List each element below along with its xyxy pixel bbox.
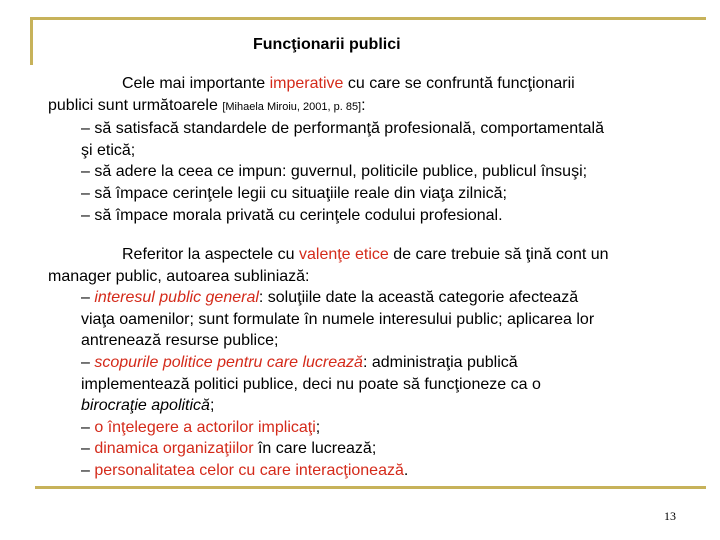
text-span: în care lucrează; — [253, 440, 377, 458]
dash: – — [81, 289, 95, 307]
citation: [Mihaela Miroiu, 2001, p. 85] — [222, 100, 362, 113]
text-span: : soluţiile date la această categorie afectează — [258, 289, 579, 307]
dash: – — [81, 440, 95, 458]
dash: – — [81, 353, 95, 371]
italic-term: birocraţie apolitică — [81, 397, 210, 415]
list-item: – să satisfacă standardele de performanţă profesională, comportamentală — [81, 120, 604, 138]
highlight-personality: personalitatea celor cu care interacţionează — [94, 461, 404, 479]
text-line — [48, 73, 708, 95]
list-item — [48, 460, 708, 482]
highlight-ethical-values: valenţe etice — [298, 246, 389, 263]
text-line: manager public, autoarea subliniază: — [48, 267, 310, 285]
text-span: Cele mai importante — [122, 75, 270, 92]
slide-title: Funcţionarii publici — [253, 36, 401, 53]
text-span: : — [361, 96, 366, 114]
text-line — [48, 244, 708, 266]
dash: – — [81, 461, 95, 479]
text-span: . — [403, 461, 409, 479]
dash: – — [81, 418, 95, 436]
text-span: ; — [315, 418, 321, 436]
paragraph-ethical-aspects — [48, 244, 708, 482]
highlight-imperative: imperative — [269, 75, 344, 92]
highlight-public-interest: interesul public general — [94, 289, 259, 307]
list-item — [48, 438, 708, 460]
list-item: – să adere la ceea ce impun: guvernul, politicile publice, publicul însuşi; — [81, 163, 588, 181]
list-item — [48, 287, 708, 309]
list-item-continuation: implementează politici publice, deci nu poate să funcţioneze ca o — [81, 375, 541, 393]
text-span: ; — [209, 397, 215, 415]
list-item-continuation: şi etică; — [81, 141, 136, 159]
text-span: de care trebuie să ţină cont un — [388, 246, 609, 263]
frame-top-rule — [30, 17, 706, 20]
list-item-continuation: antrenează resurse publice; — [81, 332, 279, 350]
highlight-dynamics: dinamica organizaţiilor — [94, 440, 254, 458]
page-number: 13 — [664, 509, 676, 523]
list-item: – să împace morala privată cu cerinţele codului profesional. — [81, 206, 503, 224]
text-span: cu care se confruntă funcţionarii — [343, 75, 575, 92]
text-span: Referitor la aspectele cu — [122, 246, 299, 263]
paragraph-imperatives — [48, 73, 708, 226]
list-item — [48, 417, 708, 439]
list-item — [48, 352, 708, 374]
text-span: : administraţia publică — [362, 353, 518, 371]
text-line — [48, 95, 708, 119]
frame-bottom-rule — [35, 486, 706, 489]
list-item-continuation — [48, 395, 708, 417]
text-span: publici sunt următoarele — [48, 96, 223, 114]
list-item-continuation: viaţa oamenilor; sunt formulate în numele interesului public; aplicarea lor — [81, 310, 595, 328]
frame-left-rule — [30, 17, 33, 65]
highlight-political-goals: scopurile politice pentru care lucrează — [94, 353, 363, 371]
highlight-actors: o înţelegere a actorilor implicaţi — [94, 418, 316, 436]
list-item: – să împace cerinţele legii cu situaţiile reale din viaţa zilnică; — [81, 184, 507, 202]
